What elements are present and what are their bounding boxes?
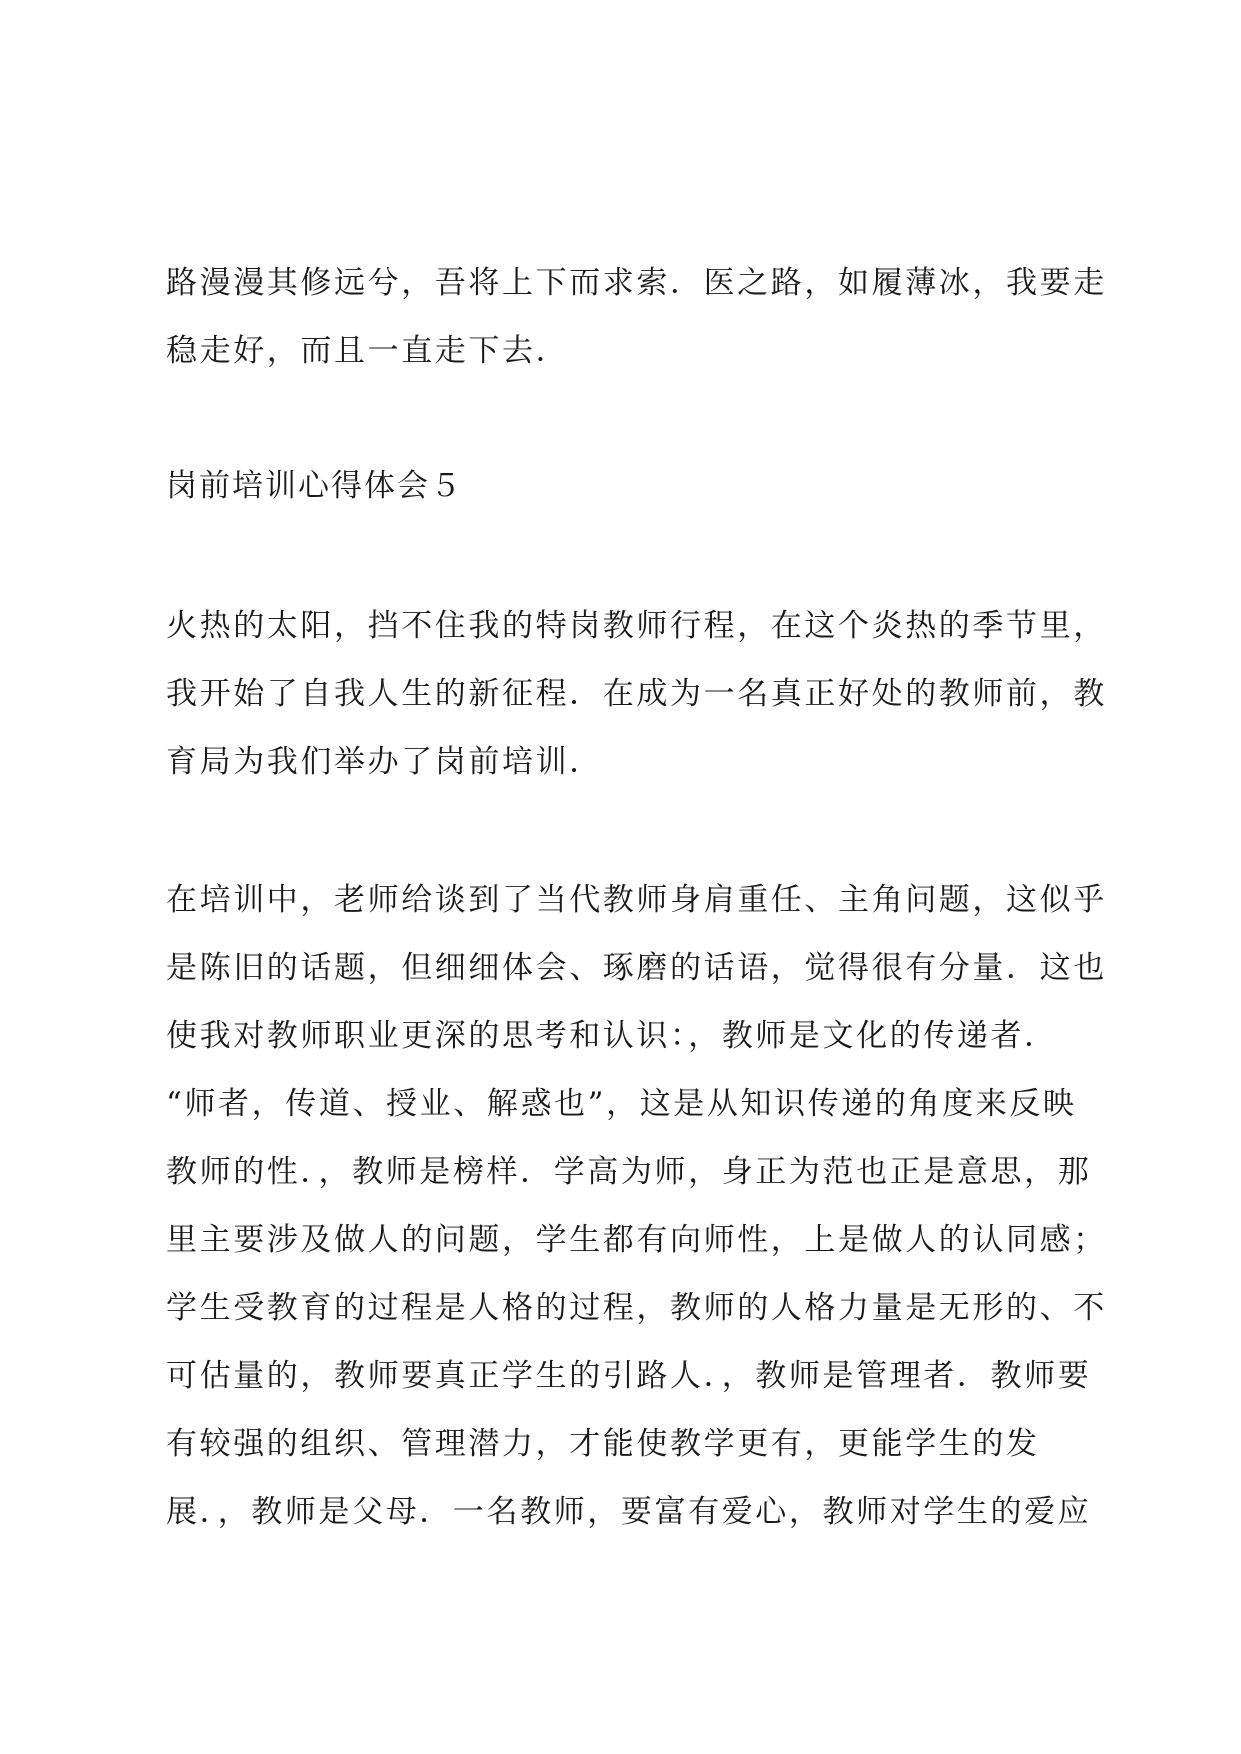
paragraph-2-line-3: 育局为我们举办了岗前培训． bbox=[166, 744, 603, 780]
paragraph-3-line-9: 有较强的组织、管理潜力，才能使教学更有，更能学生的发 bbox=[166, 1426, 1040, 1462]
paragraph-3-line-8: 可估量的，教师要真正学生的引路人．，教师是管理者．教师要 bbox=[166, 1358, 1092, 1394]
paragraph-3-line-3: 使我对教师职业更深的思考和认识：，教师是文化的传递者． bbox=[166, 1018, 1058, 1054]
paragraph-3-line-5: 教师的性．，教师是榜样．学高为师，身正为范也正是意思，那 bbox=[166, 1154, 1092, 1190]
paragraph-2-line-2: 我开始了自我人生的新征程．在成为一名真正好处的教师前，教 bbox=[166, 676, 1107, 712]
paragraph-1-line-2: 稳走好，而且一直走下去． bbox=[166, 333, 570, 369]
paragraph-3-line-1: 在培训中，老师给谈到了当代教师身肩重任、主角问题，这似乎 bbox=[166, 882, 1107, 918]
paragraph-3-line-7: 学生受教育的过程是人格的过程，教师的人格力量是无形的、不 bbox=[166, 1290, 1107, 1326]
paragraph-3-line-2: 是陈旧的话题，但细细体会、琢磨的话语，觉得很有分量．这也 bbox=[166, 950, 1107, 986]
paragraph-1-line-1: 路漫漫其修远兮，吾将上下而求索．医之路，如履薄冰，我要走 bbox=[166, 265, 1107, 301]
section-heading: 岗前培训心得体会５ bbox=[166, 468, 463, 504]
paragraph-3-line-10: 展．，教师是父母．一名教师，要富有爱心，教师对学生的爱应 bbox=[166, 1494, 1092, 1530]
paragraph-3-line-6: 里主要涉及做人的问题，学生都有向师性，上是做人的认同感； bbox=[166, 1222, 1107, 1258]
paragraph-2-line-1: 火热的太阳，挡不住我的特岗教师行程，在这个炎热的季节里， bbox=[166, 608, 1107, 644]
paragraph-3-line-4: “师者，传道、授业、解惑也”，这是从知识传递的角度来反映 bbox=[166, 1086, 1077, 1122]
